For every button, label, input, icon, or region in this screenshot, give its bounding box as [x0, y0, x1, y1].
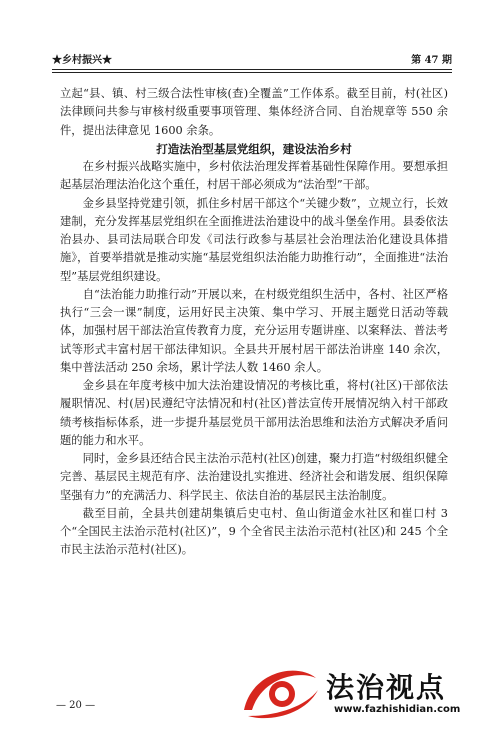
paragraph: 立起“县、镇、村三级合法性审核(查)全覆盖”工作体系。截至目前，村(社区)法律顾问共参与审核村级重要事项管理、集体经济合同、自治规章等 550 余件，提出法律意见 1600 余条。	[60, 87, 448, 137]
logo-url: www.fazhishidian.com	[334, 704, 461, 715]
article-body	[60, 85, 448, 560]
page-number: — 20 —	[56, 700, 96, 711]
page-header	[52, 50, 452, 66]
paragraph: 金乡县坚持党建引领，抓住乡村居干部这个“关键少数”，立规立行，长效建制，充分发挥基层党组织在全面推进法治建设中的战斗堡垒作用。县委依法治县办、县司法局联合印发《司法行政参与基层社会治理法治化建设具体措施》，首要举措就是推动实施“基层党组织法治能力助推行动”，全面推进“法治型”基层党组织建设。	[60, 196, 448, 283]
paragraph: 截至目前，全县共创建胡集镇后史屯村、鱼山街道金水社区和崔口村 3 个“全国民主法治示范村(社区)”，9 个全省民主法治示范村(社区)和 245 个全市民主法治示范村(社区)。	[60, 506, 448, 557]
logo-emblem-icon	[238, 660, 322, 722]
logo-name: 法治视点	[326, 671, 447, 704]
section-title: ★乡村振兴★	[52, 55, 112, 66]
header-rule-thin	[52, 72, 452, 73]
paragraph: 同时，金乡县还结合民主法治示范村(社区)创建，聚力打造“村级组织健全完善、基层民主规范有序、法治建设扎实推进、经济社会和谐发展、组织保障坚强有力”的充满活力、科学民主、依法自治的基层民主法治制度。	[60, 452, 448, 502]
issue-number: 第 47 期	[411, 55, 452, 66]
paragraph: 在乡村振兴战略实施中，乡村依法治理发挥着基础性保障作用。要想承担起基层治理法治化这个重任，村居干部必须成为“法治型”干部。	[60, 160, 448, 192]
publication-logo	[238, 660, 468, 740]
section-heading: 打造法治型基层党组织，建设法治乡村	[156, 141, 352, 156]
header-rule	[52, 69, 452, 70]
paragraph: 自“法治能力助推行动”开展以来，在村级党组织生活中，各村、社区严格执行“三会一课”制度，运用好民主决策、集中学习、开展主题党日活动等载体，加强村居干部法治宣传教育力度，充分运用专题讲座、以案释法、普法考试等形式丰富村居干部法律知识。全县共开展村居干部法治讲座 140 余次，集中普法活动 250 余场，累计学法人数 1460 余人。	[60, 287, 448, 374]
paragraph: 金乡县在年度考核中加大法治建设情况的考核比重，将村(社区)干部依法履职情况、村(居)民遵纪守法情况和村(社区)普法宣传开展情况纳入村干部政绩考核指标体系，进一步提升基层党员干部用法治思维和法治方式解决矛盾问题的能力和水平。	[60, 379, 448, 447]
